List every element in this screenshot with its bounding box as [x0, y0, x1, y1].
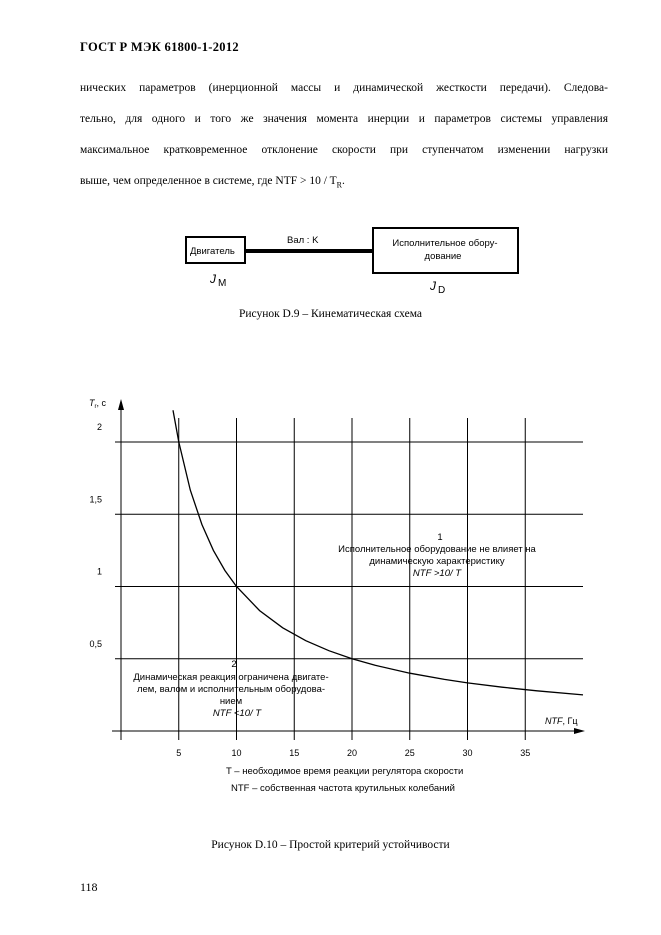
figure-d9-caption: Рисунок D.9 – Кинематическая схема — [238, 308, 423, 320]
y-axis-label-unit: , с — [96, 398, 107, 408]
paragraph-line-end: . — [341, 175, 345, 187]
kinematic-diagram — [0, 220, 661, 300]
region-2-line-3: нием — [219, 696, 243, 707]
y-axis-arrow — [118, 399, 124, 410]
region-1-line-1: Исполнительное оборудование не влияет на — [338, 544, 536, 555]
x-tick-label: 20 — [346, 748, 358, 758]
x-tick-label: 10 — [231, 748, 242, 758]
chart-tick-labels — [89, 422, 530, 758]
y-axis-label-sub: r — [94, 404, 97, 410]
page-number: 118 — [80, 880, 98, 894]
paragraph-line: тельно, для одного и того же значения момента инерции и параметров системы управления — [80, 113, 608, 125]
x-tick-label: 5 — [176, 748, 182, 758]
jm-letter: J — [210, 272, 216, 286]
x-tick-label: 35 — [520, 748, 531, 758]
x-axis-label — [545, 716, 578, 726]
stability-chart — [0, 385, 661, 805]
region-1-line-3: NTF >10/ T — [412, 568, 462, 579]
x-tick-label: 30 — [462, 748, 473, 758]
y-axis-label — [89, 398, 107, 410]
motor-label: Двигатель — [190, 246, 235, 257]
figure-d10-caption: Рисунок D.10 – Простой критерий устойчивости — [211, 839, 450, 851]
body-paragraph — [80, 73, 608, 197]
jm-subscript: M — [218, 278, 227, 289]
region-2-line-2: лем, валом и исполнительным оборудова- — [136, 684, 326, 695]
legend-line-2: NTF – собственная частота крутильных колебаний — [231, 783, 455, 794]
shaft-label: Вал : K — [287, 235, 319, 246]
region-2-line-1: Динамическая реакция ограничена двигате- — [133, 672, 329, 683]
paragraph-line-text: выше, чем определенное в системе, где NTF > 10 / T — [80, 175, 337, 187]
equipment-label-2: дование — [424, 251, 462, 262]
y-tick-label: 1,5 — [89, 494, 102, 505]
region-1-line-2: динамическую характеристику — [369, 556, 505, 567]
region-2-line-4: NTF <10/ T — [212, 708, 262, 719]
jd-subscript: D — [438, 285, 446, 296]
region-1-number: 1 — [437, 532, 443, 543]
y-tick-label: 1 — [96, 566, 102, 577]
legend-line-1: T – необходимое время реакции регулятора скорости — [226, 766, 464, 777]
jd-letter: J — [430, 279, 436, 293]
document-header: ГОСТ Р МЭК 61800-1-2012 — [80, 40, 239, 54]
paragraph-line: максимальное кратковременное отклонение скорости при ступенчатом изменении нагрузки — [80, 144, 608, 156]
x-tick-label: 25 — [404, 748, 415, 758]
x-tick-label: 15 — [289, 748, 300, 758]
x-axis-label-unit: , Гц — [562, 716, 578, 726]
region-2-number: 2 — [231, 659, 237, 670]
y-axis-label-letter: T — [89, 398, 95, 408]
paragraph-line: нических параметров (инерционной массы и динамической жесткости передачи). Следова- — [80, 82, 608, 94]
jd-label — [429, 279, 445, 296]
paragraph-subscript: R — [336, 180, 342, 190]
x-axis-label-name: NTF — [545, 716, 563, 726]
x-axis-arrow — [574, 728, 585, 734]
paragraph-line-last — [80, 166, 608, 197]
jm-label — [209, 272, 226, 289]
y-tick-label: 2 — [96, 422, 102, 432]
equipment-label-1: Исполнительное обору- — [392, 238, 498, 249]
y-tick-label: 0,5 — [89, 638, 102, 649]
